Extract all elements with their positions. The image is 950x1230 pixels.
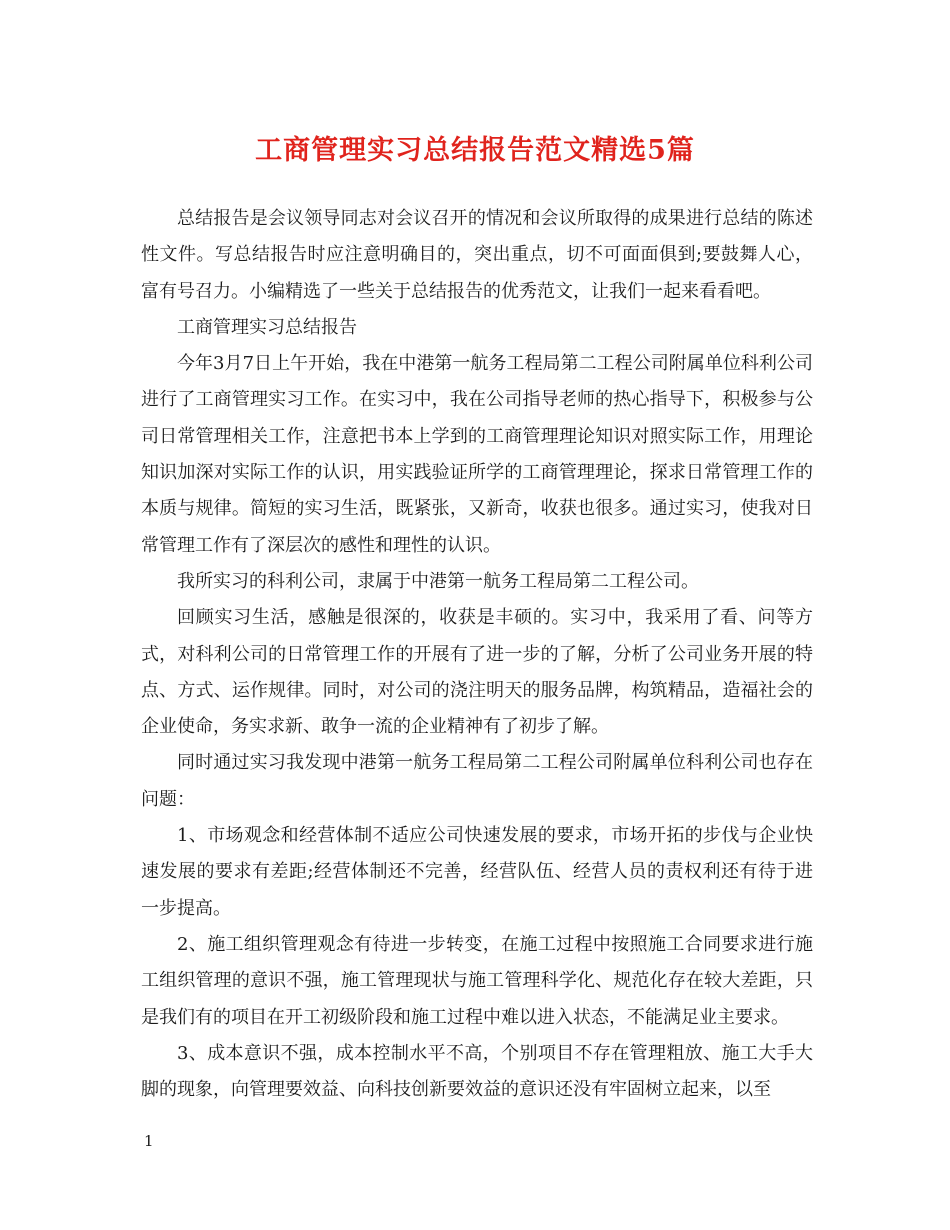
paragraph-problem-2: 2、施工组织管理观念有待进一步转变，在施工过程中按照施工合同要求进行施工组织管理的意识不强，施工管理现状与施工管理科学化、规范化存在较大差距，只是我们有的项目在开工初级阶段和施工过程中难以进入状态，不能满足业主要求。 (141, 933, 813, 1028)
paragraph-section-heading: 工商管理实习总结报告 (177, 316, 357, 338)
paragraph-problem-3: 3、成本意识不强，成本控制水平不高，个别项目不存在管理粗放、施工大手大脚的现象，向管理要效益、向科技创新要效益的意识还没有牢固树立起来，以至 (141, 1042, 813, 1101)
paragraph-problem-1: 1、市场观念和经营体制不适应公司快速发展的要求，市场开拓的步伐与企业快速发展的要求有差距;经营体制还不完善，经营队伍、经营人员的责权利还有待于进一步提高。 (141, 825, 813, 919)
paragraph-problems-intro: 同时通过实习我发现中港第一航务工程局第二工程公司附属单位科利公司也存在问题： (141, 752, 813, 810)
page-number: 1 (144, 1132, 154, 1150)
document-body (141, 201, 813, 1108)
paragraph-company: 我所实习的科利公司，隶属于中港第一航务工程局第二工程公司。 (177, 570, 699, 592)
paragraph-intro: 总结报告是会议领导同志对会议召开的情况和会议所取得的成果进行总结的陈述性文件。写总结报告时应注意明确目的，突出重点，切不可面面俱到;要鼓舞人心，富有号召力。小编精选了一些关于总结报告的优秀范文，让我们一起来看看吧。 (141, 208, 813, 302)
document-title: 工商管理实习总结报告范文精选5篇 (255, 135, 695, 166)
paragraph-internship-start: 今年3月7日上午开始，我在中港第一航务工程局第二工程公司附属单位科利公司进行了工商管理实习工作。在实习中，我在公司指导老师的热心指导下，积极参与公司日常管理相关工作，注意把书本上学到的工商管理理论知识对照实际工作，用理论知识加深对实际工作的认识，用实践验证所学的工商管理理论，探求日常管理工作的本质与规律。简短的实习生活，既紧张，又新奇，收获也很多。通过实习，使我对日常管理工作有了深层次的感性和理性的认识。 (141, 353, 813, 556)
paragraph-review: 回顾实习生活，感触是很深的，收获是丰硕的。实习中，我采用了看、问等方式，对科利公司的日常管理工作的开展有了进一步的了解，分析了公司业务开展的特点、方式、运作规律。同时，对公司的浇注明天的服务品牌，构筑精品，造福社会的企业使命，务实求新、敢争一流的企业精神有了初步了解。 (141, 607, 813, 738)
